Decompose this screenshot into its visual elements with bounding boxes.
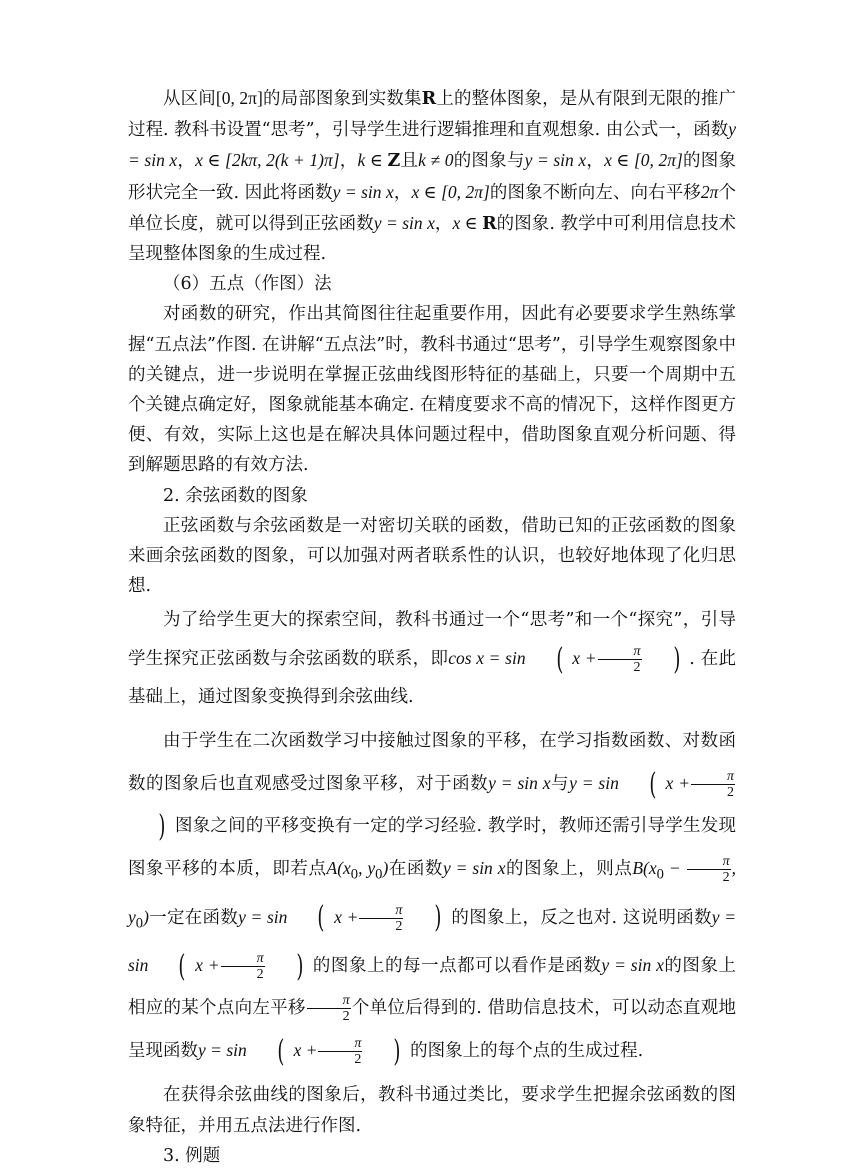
heading-cosine-graph: 2. 余弦函数的图象 xyxy=(163,485,308,506)
document-content xyxy=(128,83,736,1171)
paragraph-sine-cosine-relation: 正弦函数与余弦函数是一对密切关联的函数，借助已知的正弦函数的图象来画余弦函数的图象，可以加强对两者联系性的认识，也较好地体现了化归思想. xyxy=(128,515,736,597)
paragraph-exploration: 为了给学生更大的探索空间，教科书通过一个“思考”和一个“探究”，引导学生探究正弦函数与余弦函数的联系，即cos x = sin ( x + $\frac{\pi}{2}$ ) . 在此基础上，通过图象变换得到余弦曲线. xyxy=(128,610,736,708)
fraction-pi-over-2: $\frac{\pi}{2}$ xyxy=(691,769,735,800)
fraction-pi-over-2: $\frac{\pi}{2}$ xyxy=(687,854,731,885)
fraction-pi-over-2: $\frac{\pi}{2}$ xyxy=(307,993,351,1024)
heading-examples: 3. 例题 xyxy=(163,1145,221,1166)
fraction-pi-over-2: $\frac{\pi}{2}$ xyxy=(318,1036,362,1067)
paragraph-translation: 由于学生在二次函数学习中接触过图象的平移，在学习指数函数、对数函数的图象后也直观感受过图象平移，对于函数y = sin x与y = sin ( x + $\frac{\pi}{2}$ ) 图象之间的平移变换有一定的学习经验. 教学时，教师还需引导学生发现图象平移的本质，即若点$A(x_0$, $y_0$)在函数y = sin x的图象上，则点$B(x_0$ − $\frac{\pi}{2}$ , $y_0$)一定在函数y = sin ( x + $\frac{\pi}{2}$ ) 的图象上，反之也对. 这说明函数y = sin ( x + $\frac{\pi}{2}$ ) 的图象上的每一点都可以看作是函数y = sin x的图象上相应的某个点向左平移 $\frac{\pi}{2}$ 个单位后得到的. 借助信息技术，可以动态直观地呈现函数y = sin ( x + $\frac{\pi}{2}$ ) 的图象上的每个点的生成过程. xyxy=(128,731,737,1069)
heading-five-point-method: （6）五点（作图）法 xyxy=(163,274,332,295)
paragraph-global-graph: 从区间[0, 2π]的局部图象到实数集R上的整体图象，是从有限到无限的推广过程. 教科书设置“思考”，引导学生进行逻辑推理和直观想象. 由公式一，函数y = sin x，x ∈ [2kπ, 2(k + 1)π]，k ∈ Z且k ≠ 0的图象与y = sin x，x ∈ [0, 2π]的图象形状完全一致. 因此将函数y = sin x，x ∈ [0, 2π]的图象不断向左、向右平移2π个单位长度，就可以得到正弦函数y = sin x，x ∈ R的图象. 教学中可利用信息技术呈现整体图象的生成过程. xyxy=(128,88,737,265)
fraction-pi-over-2: $\frac{\pi}{2}$ xyxy=(359,903,403,934)
fraction-pi-over-2: $\frac{\pi}{2}$ xyxy=(598,644,642,675)
fraction-pi-over-2: $\frac{\pi}{2}$ xyxy=(221,951,265,982)
paragraph-five-point-method: 对函数的研究，作出其简图往往起重要作用，因此有必要要求学生熟练掌握“五点法”作图. 在讲解“五点法”时，教科书通过“思考”，引导学生观察图象中的关键点，进一步说明在掌握正弦曲线图形特征的基础上，只要一个周期中五个关键点确定好，图象就能基本确定. 在精度要求不高的情况下，这样作图更方便、有效，实际上这也是在解决具体问题过程中，借助图象直观分析问题、得到解题思路的有效方法. xyxy=(128,304,736,476)
paragraph-cosine-features: 在获得余弦曲线的图象后，教科书通过类比，要求学生把握余弦函数的图象特征，并用五点法进行作图. xyxy=(128,1085,736,1136)
